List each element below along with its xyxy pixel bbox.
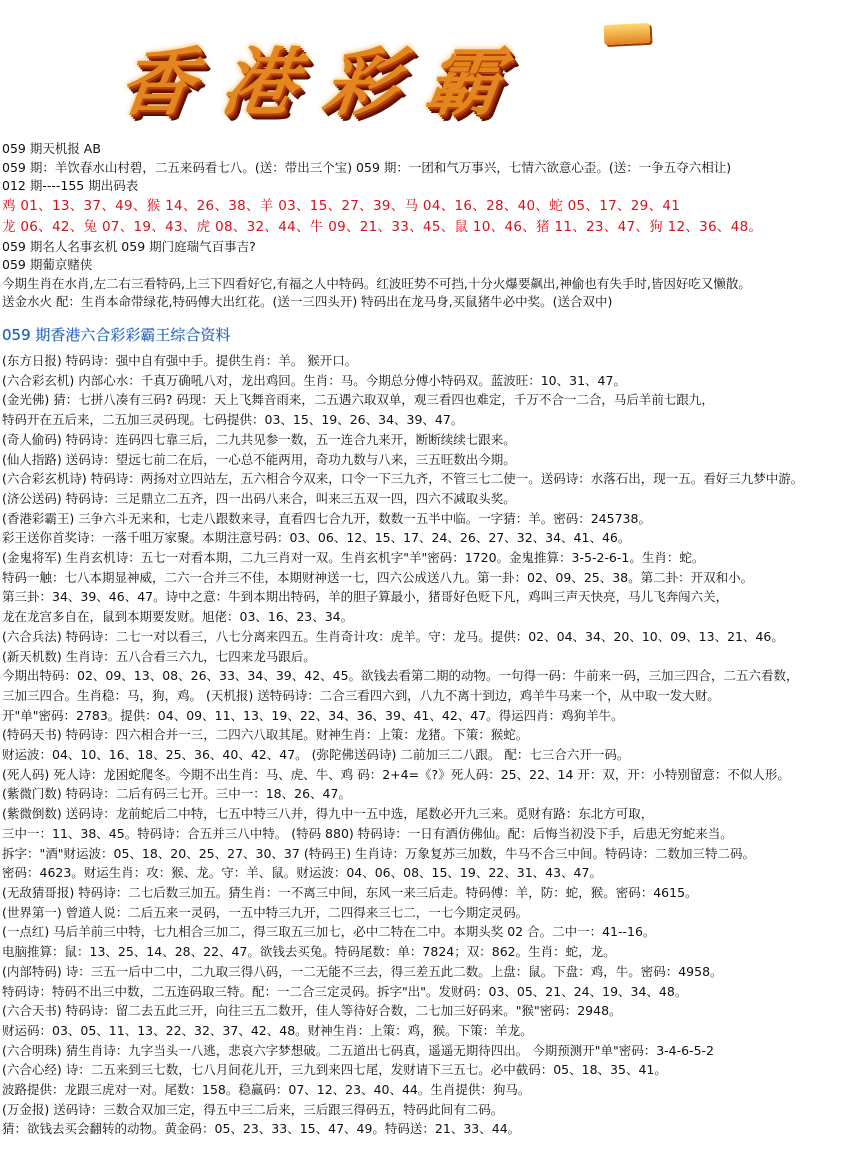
- text-line: (一点红) 马后羊前三中特，七九相合三加二，得三取五三加七，必中二特在二中。本期头奖 02 合。二中一：41--16。: [2, 924, 656, 940]
- text-line: 猜：欲钱去买会翻转的动物。黄金码：05、23、33、15、47、49。特码送：21、33、44。: [2, 1121, 521, 1137]
- header-section: [0, 140, 863, 312]
- banner-ornament: [604, 23, 651, 45]
- text-line: 三中一：11、38、45。特码诗：合五并三八中特。 (特码 880) 特码诗：一日有酒仿佛仙。配：后悔当初没下手，后患无穷蛇来当。: [2, 825, 733, 841]
- text-line: (济公送码) 特码诗：三足鼎立二五齐，四一出码八来合，叫来三五双一四，四六不减取头奖。: [2, 490, 516, 506]
- text-line: 特码一触：七八本期显神威，二六一合并三不佳，本期财神送一七，四六公成送八九。第一卦：02、09、25、38。第二卦：开双和小。: [2, 569, 754, 585]
- text-line: 特码诗：特码不出三中数，二五连码取三特。配：一二合三定灵码。拆字"出"。发财码：03、05、21、24、19、34、48。: [2, 983, 688, 999]
- banner-title: 香港彩霸: [113, 40, 535, 126]
- text-line: 送金水火 配：生肖本命带绿花,特码傅大出红花。(送一三四头开) 特码出在龙马身,买鼠猪牛必中奖。(送合双中): [2, 294, 613, 309]
- text-line: (六合兵法) 特码诗：二七一对以看三，八七分离来四五。生肖奇计攻：虎羊。守：龙马。提供：02、04、34、20、10、09、13、21、46。: [2, 628, 784, 644]
- text-line: 龙在龙宫多自在，鼠到本期要发财。旭佬：03、16、23、34。: [2, 609, 354, 625]
- zodiac-number-line: 龙 06、42、兔 07、19、43、虎 08、32、44、牛 09、21、33、45、鼠 10、46、猪 11、23、47、狗 12、36、48。: [2, 218, 763, 235]
- text-line: 今期出特码：02、09、13、08、26、33、34、39、42、45。欲钱去看第二期的动物。一句得一码：牛前来一码，三加三四合，二五六看数，: [2, 668, 799, 684]
- text-line: 第三卦：34、39、46、47。诗中之意：牛到本期出特码，羊的胆子算最小，猪哥好色贬下凡，鸡叫三声天快亮，马儿飞奔闯六关，: [2, 589, 729, 605]
- text-line: 开"单"密码：2783。提供：04、09、11、13、19、22、34、36、39、41、42、47。得运四肖：鸡狗羊牛。: [2, 707, 624, 723]
- text-line: (金光佛) 猜：七拼八凑有三码? 码现：天上飞舞音雨来，二五遇六取双单，观三看四也难定，千万不合一二合，马后羊前七跟九，: [2, 392, 714, 408]
- text-line: (内部特码) 诗：三五一后中二中，二九取三得八码，一二无能不三去，得三差五此二数。上盘：鼠。下盘：鸡，牛。密码：4958。: [2, 963, 723, 979]
- text-line: 电脑推算：鼠：13、25、14、28、22、47。欲钱去买兔。特码尾数：单：7824；双：862。生肖：蛇，龙。: [2, 944, 616, 960]
- text-line: (六合天书) 特码诗：留二去五此三开，向往三五二数开，佳人等待好合数，二七加三好码来。"猴"密码：2948。: [2, 1003, 622, 1019]
- text-line: (万金报) 送码诗：三数合双加三定，得五中三二后来，三后跟三得码五，特码此间有二码。: [2, 1101, 504, 1117]
- text-line: 今期生肖在水肖,左二右三看特码,上三下四看好它,有福之人中特码。红波旺势不可挡,十分火爆要飙出,神偷也有失手时,皆因好吃又懒散。: [2, 275, 751, 291]
- text-line: 拆字："酒"财运波：05、18、20、25、27、30、37 (特码王) 生肖诗：万象复苏三加数，牛马不合三中间。特码诗：二数加三特二码。: [2, 845, 756, 861]
- text-line: 特码开在五后来，二五加三灵码现。七码提供：03、15、19、26、34、39、47。: [2, 412, 464, 428]
- text-line: 059 期葡京赌侠: [2, 257, 93, 272]
- text-line: (六合明珠) 猜生肖诗：九字当头一八逃，悲哀六字梦想破。二五道出七码真，遥遥无期待四出。 今期预测开"单"密码：3-4-6-5-2: [2, 1042, 715, 1058]
- text-line: 012 期----155 期出码表: [2, 178, 139, 193]
- text-line: (东方日报) 特码诗：强中自有强中手。提供生肖：羊。 猴开口。: [2, 353, 358, 368]
- text-line: (金鬼将军) 生肖玄机诗：五七一对看本期，二九三肖对一双。生肖玄机字"羊"密码：1720。金鬼推算：3-5-2-6-1。生肖：蛇。: [2, 550, 705, 566]
- text-line: (仙人指路) 送码诗：望远七前二在后，一心总不能两用，奇功九数与八来，三五旺数出今期。: [2, 451, 516, 467]
- text-line: 财运波：04、10、16、18、25、36、40、42、47。 (弥陀佛送码诗) 二前加三二八跟。 配：七三合六开一码。: [2, 747, 630, 763]
- body-section: [0, 351, 863, 1139]
- text-line: 波路提供：龙跟三虎对一对。尾数：158。稳赢码：07、12、23、40、44。生肖提供：狗马。: [2, 1082, 531, 1098]
- text-line: (香港彩霸王) 三争六斗无来和，七走八跟数来寻，直看四七合九开，数数一五半中临。一字猜：羊。密码：245738。: [2, 510, 651, 526]
- text-line: 059 期天机报 AB: [2, 141, 101, 156]
- text-line: (紫微倒数) 送码诗：龙前蛇后二中特，七五中特三八并，得九中一五中选，尾数必开九三来。觅财有路：东北方可取，: [2, 806, 654, 822]
- text-line: 059 期：羊饮春水山村碧，二五来码看七八。(送：带出三个宝) 059 期：一团和气万事兴，七情六欲意心歪。(送：一争五夺六相让): [2, 159, 732, 175]
- section-title: 059 期香港六合彩彩霸王综合资料: [2, 326, 231, 344]
- zodiac-number-line: 鸡 01、13、37、49、猴 14、26、38、羊 03、15、27、39、马 04、16、28、40、蛇 05、17、29、41: [2, 197, 681, 214]
- text-line: (无敌猜哥报) 特码诗：二七后数三加五。猜生肖：一不离三中间，东风一来三后走。特码傅：羊，防：蛇，猴。密码：4615。: [2, 884, 698, 900]
- text-line: (世界第一) 曾道人说：二后五来一灵码，一五中特三九开，二四得来三七二，一七今期定灵码。: [2, 904, 529, 920]
- text-line: (紫微门数) 特码诗：二后有码三七开。三中一：18、26、47。: [2, 786, 351, 802]
- text-line: (六合彩玄机诗) 特码诗：两扬对立四站左，五六相合今双来，口令一下三九齐，不管三七二使一。送码诗：水落石出，现一五。看好三九梦中游。: [2, 471, 804, 487]
- text-line: (六合心经) 诗：二五来到三七数，七八月间花儿开，三九到来四七尾，发财请下三五七。必中截码：05、18、35、41。: [2, 1062, 667, 1078]
- text-line: 059 期名人名事玄机 059 期门庭瑞气百事吉?: [2, 238, 256, 254]
- banner-logo: [113, 18, 680, 148]
- text-line: (特码天书) 特码诗：四六相合并一三，二四六八取其尾。财神生肖：上策：龙猪。下策：猴蛇。: [2, 727, 529, 743]
- text-line: 彩王送你首奖诗：一落千咀万家聚。本期注意号码：03、06、12、15、17、24、26、27、32、34、41、46。: [2, 530, 631, 546]
- text-line: (新天机数) 生肖诗：五八合看三六九，七四来龙马跟后。: [2, 648, 316, 664]
- text-line: (死人码) 死人诗：龙困蛇爬冬。今期不出生肖：马、虎、牛、鸡 码：2+4=《?》死人码：25、22、14 开：双，开：小特别留意：不似人形。: [2, 766, 790, 782]
- text-line: (六合彩玄机) 内部心水：千真万确吼八对，龙出鸡回。生肖：马。今期总分傅小特码双。蓝波旺：10、31、47。: [2, 372, 626, 388]
- text-line: 密码：4623。财运生肖：攻：猴、龙。守：羊、鼠。财运波：04、06、08、15、19、22、31、43、47。: [2, 865, 602, 881]
- text-line: (奇人偷码) 特码诗：连码四七靠三后，二九共见参一数，五一连合九来开，断断续续七跟来。: [2, 431, 516, 447]
- text-line: 财运码：03、05、11、13、22、32、37、42、48。财神生肖：上策：鸡，猴。下策：羊龙。: [2, 1022, 533, 1038]
- text-line: 三加三四合。生肖稳：马，狗，鸡。 (天机报) 送特码诗：二合三看四六到，八九不离十到边，鸡羊牛马来一个，从中取一发大财。: [2, 687, 720, 703]
